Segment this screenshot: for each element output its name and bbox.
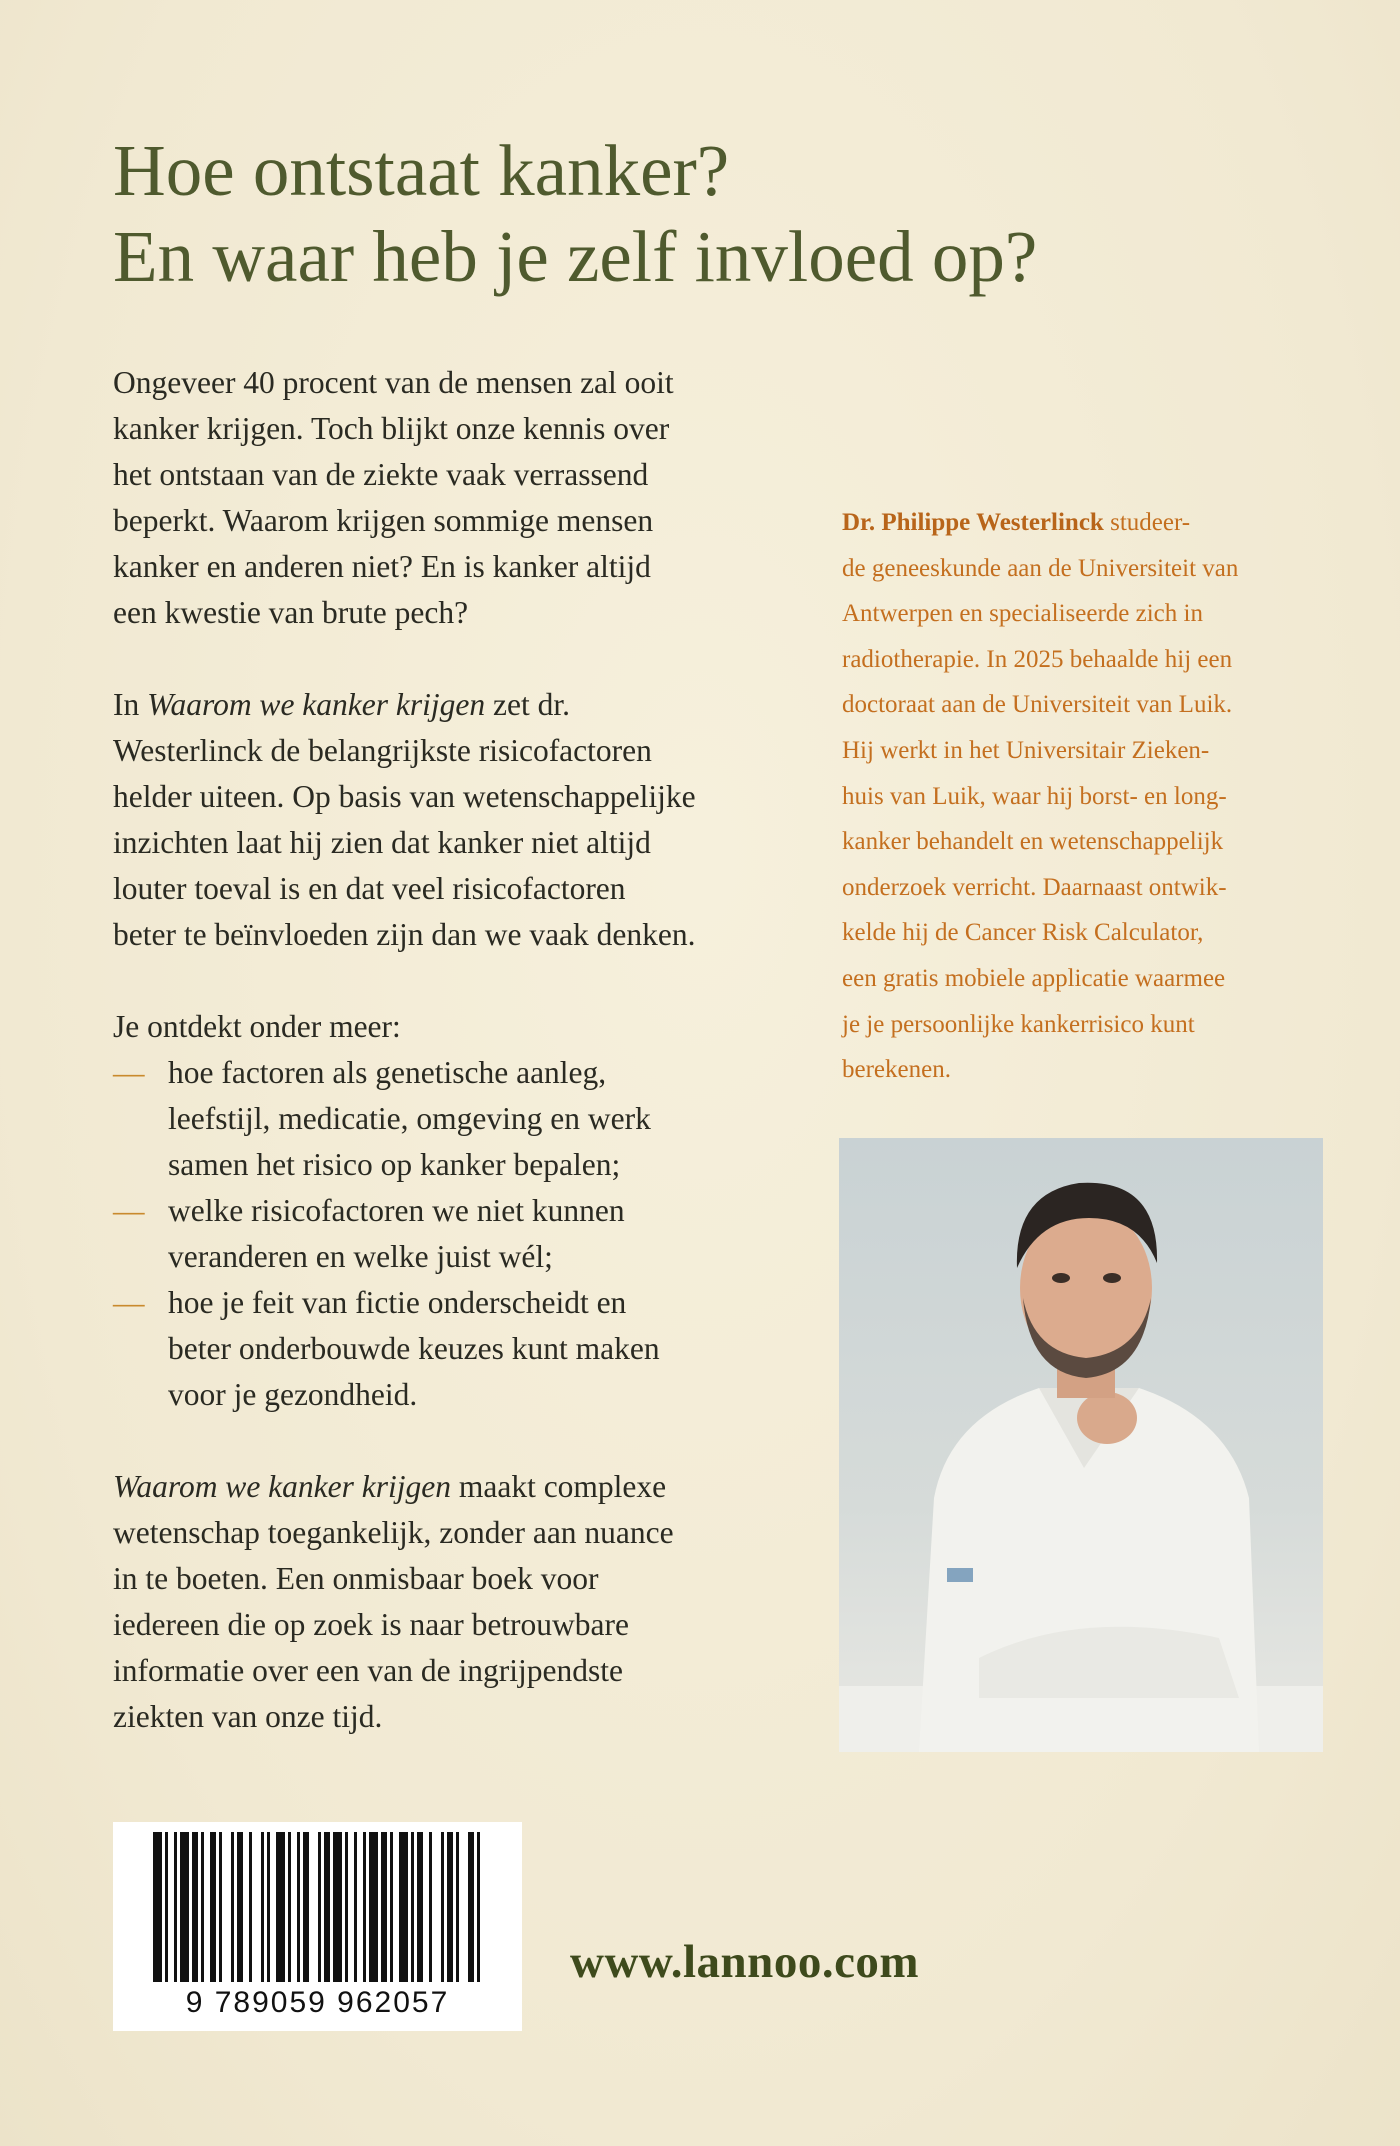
barcode-bar <box>261 1832 264 1982</box>
barcode-bar <box>363 1832 366 1982</box>
text-line: hoe je feit van fictie onderscheidt en <box>168 1285 627 1320</box>
text-line: leefstijl, medicatie, omgeving en werk <box>168 1101 651 1136</box>
text-line: beter te beïnvloeden zijn dan we vaak denken. <box>113 917 696 952</box>
text-line: beperkt. Waarom krijgen sommige mensen <box>113 503 654 538</box>
text-line: iedereen die op zoek is naar betrouwbare <box>113 1607 629 1642</box>
barcode-bar <box>390 1832 393 1982</box>
barcode-bar <box>354 1832 357 1982</box>
barcode-bar <box>288 1832 291 1982</box>
publisher-website: www.lannoo.com <box>570 1936 920 1988</box>
barcode-bar <box>192 1832 198 1982</box>
text-line: je je persoonlijke kankerrisico kunt <box>842 1010 1195 1038</box>
barcode-bar <box>201 1832 204 1982</box>
list-item <box>113 1280 813 1418</box>
text-fragment: studeer- <box>1103 509 1191 536</box>
text-line: samen het risico op kanker bepalen; <box>168 1147 621 1182</box>
text-line: kelde hij de Cancer Risk Calculator, <box>842 919 1204 947</box>
text-line: kanker en anderen niet? En is kanker altijd <box>113 549 651 584</box>
barcode-bar <box>174 1832 177 1982</box>
barcode-bars-icon <box>113 1822 522 1987</box>
isbn-digits: 9 789059 962057 <box>185 1986 450 2019</box>
barcode-bar <box>297 1832 300 1982</box>
text-line: Hij werkt in het Universitair Zieken- <box>842 736 1210 764</box>
author-portrait-icon <box>839 1138 1323 1752</box>
text-line: Antwerpen en specialiseerde zich in <box>842 600 1203 628</box>
author-name: Dr. Philippe Westerlinck <box>842 509 1104 536</box>
text-line: Ongeveer 40 procent van de mensen zal ooit <box>113 365 674 400</box>
text-line: kanker behandelt en wetenschappelijk <box>842 828 1224 856</box>
text-line: een gratis mobiele applicatie waarmee <box>842 964 1226 992</box>
barcode-bar <box>477 1832 480 1982</box>
barcode-bar <box>237 1832 243 1982</box>
barcode-bar <box>456 1832 459 1982</box>
barcode-bar <box>324 1832 330 1982</box>
text-line: veranderen en welke juist wél; <box>168 1239 553 1274</box>
book-title-italic: Waarom we kanker krijgen <box>147 687 486 722</box>
author-bio-text <box>842 500 1342 1093</box>
list-item <box>113 1050 813 1188</box>
barcode-bar <box>219 1832 222 1982</box>
text-line: doctoraat aan de Universiteit van Luik. <box>842 691 1233 719</box>
barcode-bar <box>345 1832 348 1982</box>
barcode-bar <box>249 1832 252 1982</box>
barcode-bar <box>417 1832 423 1982</box>
barcode-bar <box>153 1832 162 1982</box>
text-line: welke risicofactoren we niet kunnen <box>168 1193 625 1228</box>
barcode-bar <box>231 1832 234 1982</box>
barcode-bar <box>276 1832 285 1982</box>
barcode-bar <box>210 1832 216 1982</box>
barcode-bar <box>441 1832 444 1982</box>
barcode-bar <box>318 1832 321 1982</box>
blurb-paragraph-3 <box>113 1464 813 1740</box>
dash-bullet: — <box>113 1285 145 1320</box>
text-line: Westerlinck de belangrijkste risicofactoren <box>113 733 652 768</box>
author-photo <box>839 1138 1323 1752</box>
book-title-italic: Waarom we kanker krijgen <box>113 1469 451 1504</box>
text-line: kanker krijgen. Toch blijkt onze kennis over <box>113 411 670 446</box>
paragraph-gap <box>113 636 813 682</box>
barcode-bar <box>267 1832 270 1982</box>
text-line: een kwestie van brute pech? <box>113 595 469 630</box>
headline-line-1: Hoe ontstaat kanker? <box>113 130 730 211</box>
text-line: inzichten laat hij zien dat kanker niet altijd <box>113 825 651 860</box>
text-line: het ontstaan van de ziekte vaak verrassend <box>113 457 649 492</box>
barcode-bar <box>369 1832 378 1982</box>
text-line: hoe factoren als genetische aanleg, <box>168 1055 607 1090</box>
text-line: louter toeval is en dat veel risicofactoren <box>113 871 626 906</box>
barcode-bar <box>333 1832 342 1982</box>
barcode-bar <box>429 1832 432 1982</box>
author-bio <box>842 500 1342 1093</box>
text-line: huis van Luik, waar hij borst- en long- <box>842 782 1227 810</box>
blurb-paragraph-1 <box>113 360 813 636</box>
barcode-bar <box>447 1832 453 1982</box>
text-fragment: zet dr. <box>485 687 570 722</box>
list-item <box>113 1188 813 1280</box>
barcode-bar <box>468 1832 474 1982</box>
text-line: helder uiteen. Op basis van wetenschappelijke <box>113 779 696 814</box>
list-intro: Je ontdekt onder meer: <box>113 1009 401 1044</box>
text-line: berekenen. <box>842 1056 951 1084</box>
barcode-bar <box>180 1832 189 1982</box>
text-line: informatie over een van de ingrijpendste <box>113 1653 623 1688</box>
headline <box>113 128 1313 300</box>
text-line: in te boeten. Een onmisbaar boek voor <box>113 1561 599 1596</box>
text-line: onderzoek verricht. Daarnaast ontwik- <box>842 873 1227 901</box>
text-line: wetenschap toegankelijk, zonder aan nuance <box>113 1515 674 1550</box>
dash-bullet: — <box>113 1193 145 1228</box>
text-fragment: In <box>113 687 148 722</box>
headline-line-2: En waar heb je zelf invloed op? <box>113 216 1038 297</box>
text-line: voor je gezondheid. <box>168 1377 418 1412</box>
barcode-bar <box>303 1832 309 1982</box>
blurb-paragraph-2 <box>113 682 813 958</box>
bullet-list <box>113 1050 813 1418</box>
text-line: beter onderbouwde keuzes kunt maken <box>168 1331 660 1366</box>
barcode-bar <box>399 1832 408 1982</box>
barcode-bar <box>165 1832 168 1982</box>
barcode-bar <box>381 1832 387 1982</box>
text-line: radiotherapie. In 2025 behaalde hij een <box>842 645 1233 673</box>
paragraph-gap <box>113 1418 813 1464</box>
barcode <box>113 1822 522 2031</box>
text-line: de geneeskunde aan de Universiteit van <box>842 554 1239 582</box>
blurb-column <box>113 360 813 1740</box>
paragraph-gap <box>113 958 813 1004</box>
barcode-bar <box>411 1832 414 1982</box>
text-line: ziekten van onze tijd. <box>113 1699 383 1734</box>
text-fragment: maakt complexe <box>450 1469 667 1504</box>
dash-bullet: — <box>113 1055 145 1090</box>
